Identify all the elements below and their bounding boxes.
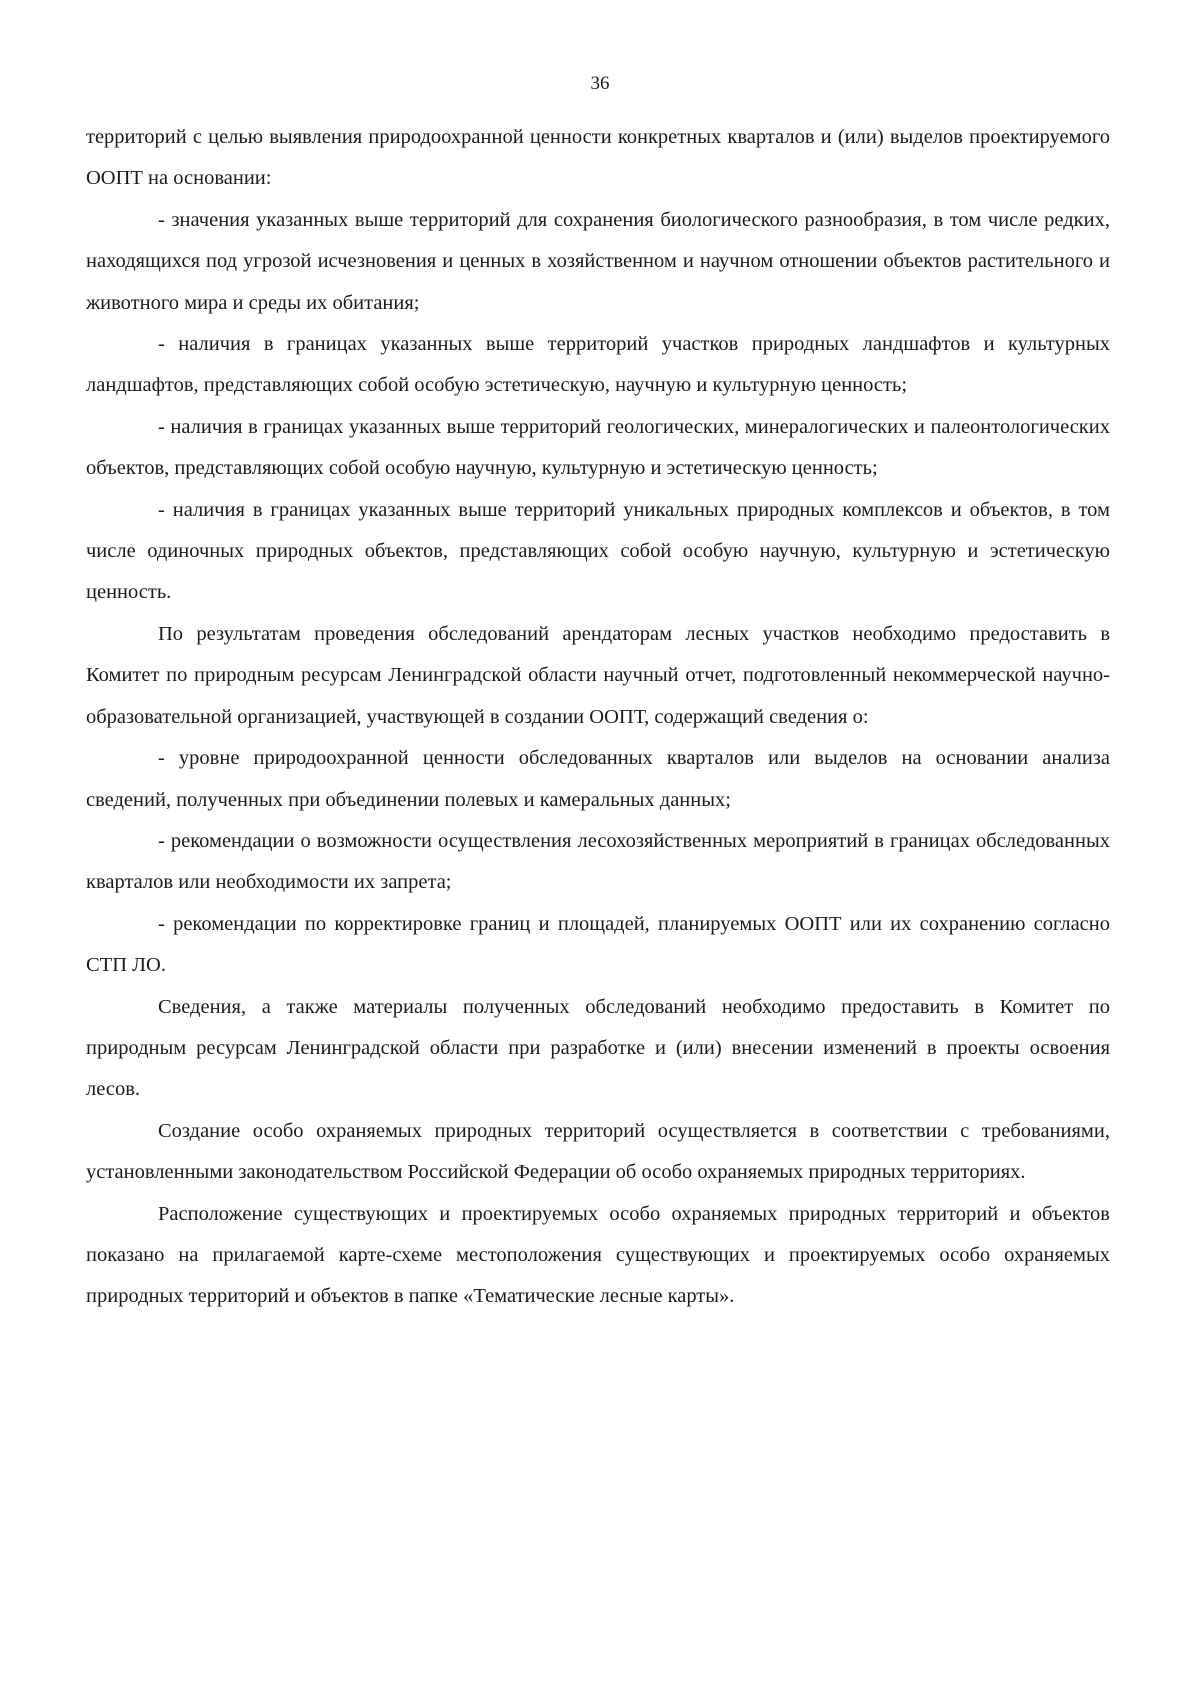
document-body [86,117,1110,1318]
paragraph-continuation: территорий с целью выявления природоохранной ценности конкретных кварталов и (или) выделов проектируемого ООПТ на основании: [86,126,1110,190]
paragraph-list-item: - наличия в границах указанных выше территорий участков природных ландшафтов и культурных ландшафтов, представляющих собой особую эстетическую, научную и культурную ценность; [86,333,1110,397]
page-number: 36 [590,73,610,94]
paragraph-list-item: - уровне природоохранной ценности обследованных кварталов или выделов на основании анализа сведений, полученных при объединении полевых и камеральных данных; [86,747,1110,811]
paragraph: Расположение существующих и проектируемых особо охраняемых природных территорий и объектов показано на прилагаемой карте-схеме местоположения существующих и проектируемых особо охраняемых природных территорий и объектов в папке «Тематические лесные карты». [86,1202,1110,1308]
paragraph-list-item: - рекомендации по корректировке границ и площадей, планируемых ООПТ или их сохранению согласно СТП ЛО. [86,912,1110,977]
paragraph: Создание особо охраняемых природных территорий осуществляется в соответствии с требованиями, установленными законодательством Российской Федерации об особо охраняемых природных территориях. [86,1119,1110,1184]
paragraph: Сведения, а также материалы полученных обследований необходимо предоставить в Комитет по природным ресурсам Ленинградской области при разработке и (или) внесении изменений в проекты освоения лесов. [86,995,1110,1101]
paragraph-list-item: - значения указанных выше территорий для сохранения биологического разнообразия, в том числе редких, находящихся под угрозой исчезновения и ценных в хозяйственном и научном отношении объектов растительного и животного мира и среды их обитания; [86,208,1110,314]
paragraph: По результатам проведения обследований арендаторам лесных участков необходимо предоставить в Комитет по природным ресурсам Ленинградской области научный отчет, подготовленный некоммерческой научно-образовательной организацией, участвующей в создании ООПТ, содержащий сведения о: [86,622,1110,728]
paragraph-list-item: - наличия в границах указанных выше территорий уникальных природных комплексов и объектов, в том числе одиночных природных объектов, представляющих собой особую научную, культурную и эстетическую ценность. [86,498,1110,604]
paragraph-list-item: - рекомендации о возможности осуществления лесохозяйственных мероприятий в границах обследованных кварталов или необходимости их запрета; [86,829,1110,894]
paragraph-list-item: - наличия в границах указанных выше территорий геологических, минералогических и палеонтологических объектов, представляющих собой особую научную, культурную и эстетическую ценность; [86,415,1110,480]
